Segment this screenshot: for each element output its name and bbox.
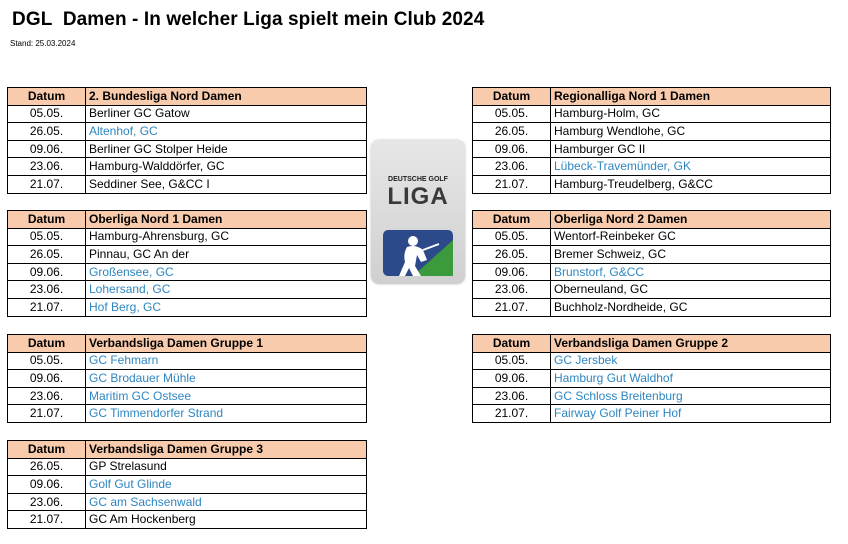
league-name: Verbandsliga Damen Gruppe 2 [551, 335, 831, 353]
club-link[interactable]: GC Timmendorfer Strand [86, 405, 367, 423]
table-row [473, 263, 831, 281]
match-date: 09.06. [8, 140, 86, 158]
club-link[interactable]: Fairway Golf Peiner Hof [551, 405, 831, 423]
match-date: 26.05. [8, 123, 86, 141]
club-name: Hamburg-Holm, GC [551, 105, 831, 123]
league-table-verbandsliga-gruppe-2 [472, 334, 831, 423]
match-date: 05.05. [473, 105, 551, 123]
club-name: Wentorf-Reinbeker GC [551, 228, 831, 246]
match-date: 21.07. [8, 511, 86, 529]
league-table-oberliga-nord-1 [7, 210, 367, 317]
club-link[interactable]: Lohersand, GC [86, 281, 367, 299]
table-header-row [8, 441, 367, 459]
match-date: 23.06. [8, 493, 86, 511]
club-name: Buchholz-Nordheide, GC [551, 298, 831, 316]
match-date: 21.07. [473, 405, 551, 423]
table-row [473, 228, 831, 246]
club-link[interactable]: GC am Sachsenwald [86, 493, 367, 511]
club-name: Hamburg-Walddörfer, GC [86, 158, 367, 176]
table-row [473, 246, 831, 264]
match-date: 05.05. [8, 352, 86, 370]
table-row [8, 175, 367, 193]
match-date: 26.05. [8, 246, 86, 264]
match-date: 09.06. [8, 263, 86, 281]
date-column-header: Datum [8, 211, 86, 229]
match-date: 26.05. [473, 246, 551, 264]
league-name: Verbandsliga Damen Gruppe 3 [86, 441, 367, 459]
match-date: 09.06. [473, 370, 551, 388]
table-row [473, 405, 831, 423]
club-link[interactable]: Hamburg Gut Waldhof [551, 370, 831, 388]
match-date: 05.05. [473, 352, 551, 370]
table-row [8, 511, 367, 529]
club-name: Hamburg Wendlohe, GC [551, 123, 831, 141]
table-row [473, 387, 831, 405]
table-row [473, 281, 831, 299]
table-header-row [8, 335, 367, 353]
table-header-row [473, 211, 831, 229]
league-name: Oberliga Nord 2 Damen [551, 211, 831, 229]
page-title: DGL Damen - In welcher Liga spielt mein Club 2024 [12, 9, 485, 30]
match-date: 21.07. [8, 405, 86, 423]
table-row [473, 123, 831, 141]
table-row [8, 263, 367, 281]
match-date: 21.07. [8, 175, 86, 193]
table-header-row [473, 335, 831, 353]
club-name: Hamburg-Treudelberg, G&CC [551, 175, 831, 193]
club-link[interactable]: GC Brodauer Mühle [86, 370, 367, 388]
club-name: GC Am Hockenberg [86, 511, 367, 529]
match-date: 09.06. [473, 263, 551, 281]
table-row [8, 123, 367, 141]
table-row [8, 458, 367, 476]
table-row [8, 281, 367, 299]
match-date: 09.06. [8, 370, 86, 388]
date-column-header: Datum [8, 335, 86, 353]
table-header-row [473, 88, 831, 106]
table-row [8, 246, 367, 264]
club-name: Hamburger GC II [551, 140, 831, 158]
table-row [8, 158, 367, 176]
table-row [473, 105, 831, 123]
date-column-header: Datum [473, 211, 551, 229]
match-date: 23.06. [473, 281, 551, 299]
club-link[interactable]: Großensee, GC [86, 263, 367, 281]
table-row [8, 387, 367, 405]
club-name: Hamburg-Ahrensburg, GC [86, 228, 367, 246]
league-table-2-bundesliga [7, 87, 367, 194]
club-link[interactable]: Brunstorf, G&CC [551, 263, 831, 281]
table-row [8, 476, 367, 494]
table-row [473, 370, 831, 388]
table-row [473, 140, 831, 158]
table-row [473, 158, 831, 176]
league-table-oberliga-nord-2 [472, 210, 831, 317]
match-date: 05.05. [473, 228, 551, 246]
date-column-header: Datum [8, 88, 86, 106]
match-date: 21.07. [473, 175, 551, 193]
table-row [8, 228, 367, 246]
match-date: 05.05. [8, 105, 86, 123]
table-row [8, 298, 367, 316]
league-name: 2. Bundesliga Nord Damen [86, 88, 367, 106]
match-date: 26.05. [8, 458, 86, 476]
date-column-header: Datum [473, 335, 551, 353]
match-date: 09.06. [473, 140, 551, 158]
match-date: 23.06. [8, 158, 86, 176]
table-header-row [8, 211, 367, 229]
club-name: Berliner GC Stolper Heide [86, 140, 367, 158]
match-date: 05.05. [8, 228, 86, 246]
league-table-verbandsliga-gruppe-1 [7, 334, 367, 423]
table-row [473, 298, 831, 316]
logo-big-text: LIGA [387, 183, 449, 210]
league-name: Oberliga Nord 1 Damen [86, 211, 367, 229]
date-column-header: Datum [473, 88, 551, 106]
match-date: 23.06. [473, 158, 551, 176]
table-row [8, 352, 367, 370]
club-name: Bremer Schweiz, GC [551, 246, 831, 264]
match-date: 09.06. [8, 476, 86, 494]
date-column-header: Datum [8, 441, 86, 459]
club-link[interactable]: Golf Gut Glinde [86, 476, 367, 494]
golfer-icon [383, 230, 453, 276]
table-row [8, 493, 367, 511]
club-name: GP Strelasund [86, 458, 367, 476]
deutsche-golf-liga-logo [371, 140, 465, 284]
match-date: 21.07. [473, 298, 551, 316]
logo-small-text: DEUTSCHE GOLF [388, 176, 448, 183]
table-row [473, 175, 831, 193]
club-link[interactable]: Lübeck-Travemünder, GK [551, 158, 831, 176]
match-date: 23.06. [8, 281, 86, 299]
table-row [8, 370, 367, 388]
club-link[interactable]: Maritim GC Ostsee [86, 387, 367, 405]
club-link[interactable]: Hof Berg, GC [86, 298, 367, 316]
table-row [8, 140, 367, 158]
club-link[interactable]: GC Jersbek [551, 352, 831, 370]
club-name: Seddiner See, G&CC I [86, 175, 367, 193]
league-name: Regionalliga Nord 1 Damen [551, 88, 831, 106]
league-name: Verbandsliga Damen Gruppe 1 [86, 335, 367, 353]
club-name: Berliner GC Gatow [86, 105, 367, 123]
club-link[interactable]: Altenhof, GC [86, 123, 367, 141]
league-table-regionalliga [472, 87, 831, 194]
table-row [8, 105, 367, 123]
club-name: Pinnau, GC An der [86, 246, 367, 264]
league-table-verbandsliga-gruppe-3 [7, 440, 367, 529]
club-name: Oberneuland, GC [551, 281, 831, 299]
club-link[interactable]: GC Schloss Breitenburg [551, 387, 831, 405]
match-date: 21.07. [8, 298, 86, 316]
stand-date: Stand: 25.03.2024 [10, 39, 76, 48]
table-row [8, 405, 367, 423]
club-link[interactable]: GC Fehmarn [86, 352, 367, 370]
match-date: 23.06. [8, 387, 86, 405]
match-date: 23.06. [473, 387, 551, 405]
match-date: 26.05. [473, 123, 551, 141]
table-row [473, 352, 831, 370]
table-header-row [8, 88, 367, 106]
